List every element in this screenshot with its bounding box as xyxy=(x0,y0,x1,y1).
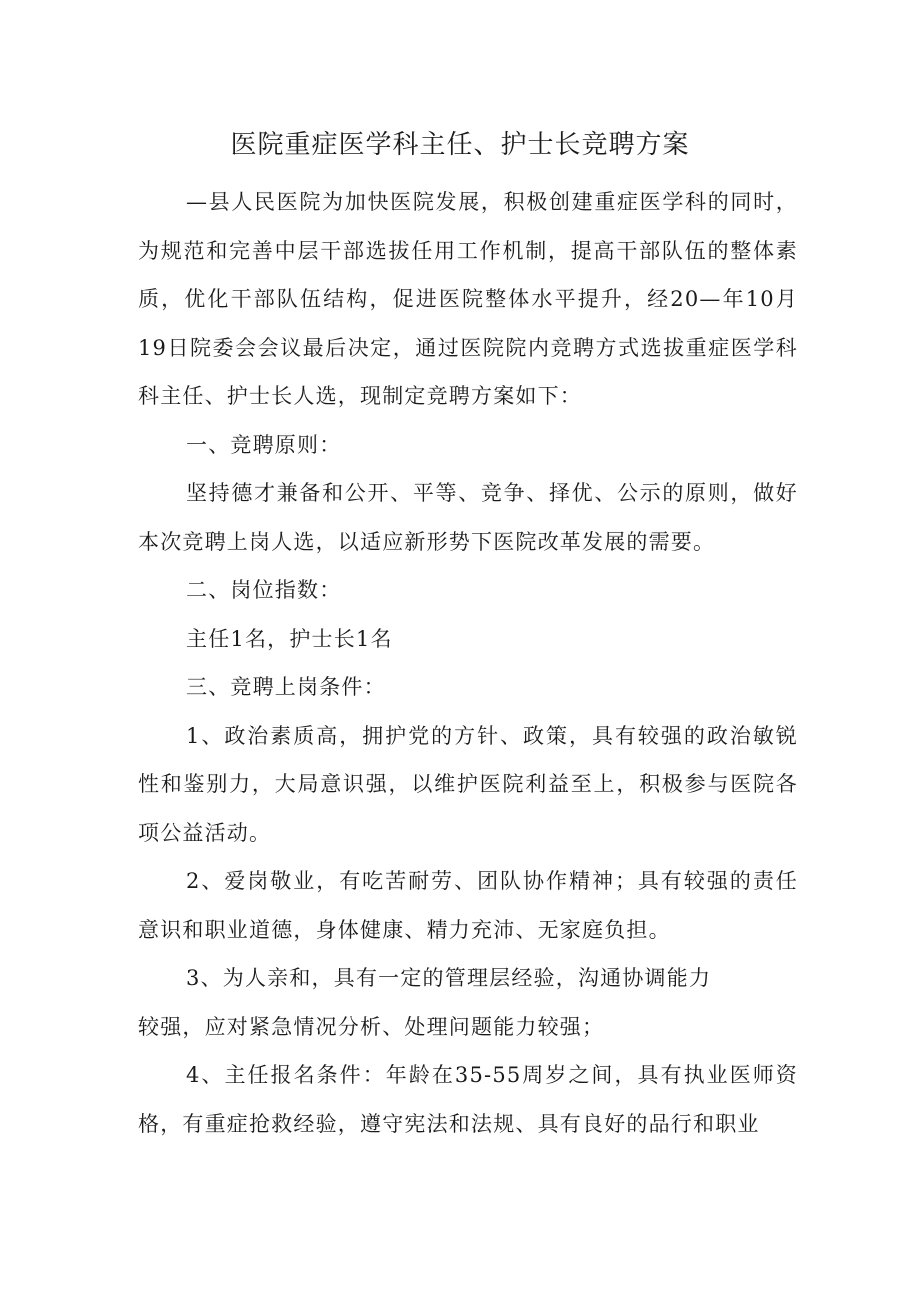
paragraph-positions: 主任1名，护士长1名 xyxy=(186,626,393,651)
condition-item-3-continued: 较强，应对紧急情况分析、处理问题能力较强； xyxy=(138,1014,605,1039)
condition-item-1: 1、政治素质高，拥护党的方针、政策，具有较强的政治敏锐性和鉴别力，大局意识强，以维护医院利益至上，积极参与医院各项公益活动。 xyxy=(138,723,798,845)
condition-item-3: 3、为人亲和，具有一定的管理层经验，沟通协调能力 xyxy=(186,966,712,990)
section-heading-conditions: 三、竞聘上岗条件： xyxy=(186,675,386,699)
condition-item-4: 4、主任报名条件：年龄在35-55周岁之间，具有执业医师资格，有重症抢救经验，遵守宪法和法规、具有良好的品行和职业 xyxy=(138,1063,798,1136)
section-heading-principles: 一、竞聘原则： xyxy=(186,432,342,457)
document-title: 医院重症医学科主任、护士长竞聘方案 xyxy=(230,130,690,160)
document-body xyxy=(138,178,798,1148)
paragraph-intro: —县人民医院为加快医院发展，积极创建重症医学科的同时，为规范和完善中层干部选拔任用工作机制，提高干部队伍的整体素质，优化干部队伍结构，促进医院整体水平提升，经20—年10月19日院委会会议最后决定，通过医院院内竞聘方式选拔重症医学科科主任、护士长人选，现制定竞聘方案如下： xyxy=(138,190,798,408)
paragraph-principles: 坚持德才兼备和公开、平等、竞争、择优、公示的原则，做好本次竞聘上岗人选，以适应新形势下医院改革发展的需要。 xyxy=(138,481,798,554)
section-heading-positions: 二、岗位指数： xyxy=(186,578,342,602)
condition-item-2: 2、爱岗敬业，有吃苦耐劳、团队协作精神；具有较强的责任意识和职业道德，身体健康、精力充沛、无家庭负担。 xyxy=(138,869,798,942)
